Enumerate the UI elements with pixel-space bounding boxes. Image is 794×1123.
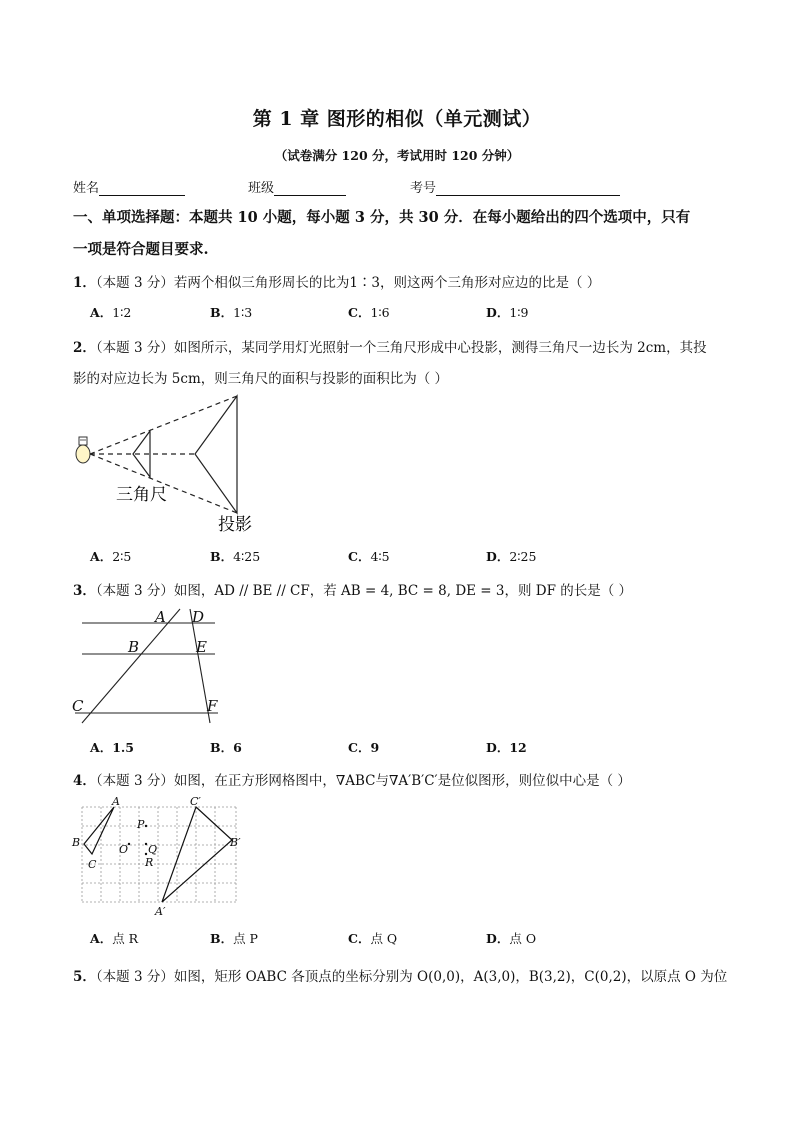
projection-label: 投影 [218,515,252,535]
name-label: 姓名 [73,181,100,196]
point-label: A′ [155,905,166,918]
option-b[interactable]: B．点 P [210,931,258,946]
question-text-line1: 如图所示，某同学用灯光照射一个三角尺形成中心投影，测得三角尺一边长为 2cm，其投 [173,340,707,356]
triangle-a1b1c1 [162,807,232,902]
question-text: 若两个相似三角形周长的比为1∶3，则这两个三角形对应边的比是（ ） [173,275,601,291]
option-a[interactable]: A．点 R [90,931,139,946]
question-number: 5 [73,969,83,985]
option-c[interactable]: C．4∶5 [348,549,390,564]
option-a[interactable]: A．1∶2 [90,305,132,320]
class-label: 班级 [248,181,275,196]
transversal-acb [82,609,180,723]
option-d[interactable]: D．2∶25 [486,549,537,564]
question-number: 2 [73,340,83,356]
option-a[interactable]: A．1.5 [90,740,134,755]
point-label: P [137,818,145,831]
question-4: 4．（本题 3 分）如图，在正方形网格图中，∇ABC与∇A′B′C′是位似图形，则位似中心是（ ） [73,773,631,789]
option-b[interactable]: B．1∶3 [210,305,253,320]
option-b[interactable]: B．4∶25 [210,549,261,564]
point-label: C [72,697,84,715]
grid-lines [82,807,236,902]
question-tag: （本题 3 分） [95,773,174,789]
point-label: A [112,795,120,808]
point-r-dot [145,853,147,855]
point-label: Q [148,843,158,856]
option-c[interactable]: C．1∶6 [348,305,390,320]
point-q-dot [145,843,147,845]
option-b[interactable]: B．6 [210,740,242,755]
option-d[interactable]: D．12 [486,740,527,755]
parallel-lines-figure [70,605,230,725]
option-a[interactable]: A．2∶5 [90,549,132,564]
point-label: R [145,856,154,869]
ruler-label: 三角尺 [116,485,167,505]
point-label: F [207,697,218,715]
light-bulb-icon [76,437,90,463]
question-number: 1 [73,275,83,291]
question-tag: （本题 3 分） [95,275,174,291]
name-field[interactable] [73,177,185,196]
question-number: 3 [73,583,83,599]
projection-shape [195,396,237,513]
id-blank[interactable] [436,182,620,196]
option-d[interactable]: D．1∶9 [486,305,529,320]
id-label: 考号 [410,181,437,196]
question-2-line2: 影的对应边长为 5cm，则三角尺的面积与投影的面积比为（ ） [73,371,449,387]
point-label: C [88,858,97,871]
point-label: C′ [190,795,201,808]
point-label: E [196,638,207,656]
question-5: 5．（本题 3 分）如图，矩形 OABC 各顶点的坐标分别为 O(0,0)，A(3,0)，B(3,2)，C(0,2)，以原点 O 为位 [73,969,728,985]
exam-subtitle: （试卷满分 120 分，考试用时 120 分钟） [274,148,520,163]
question-tag: （本题 3 分） [95,969,174,985]
name-blank[interactable] [99,182,185,196]
section-heading-line1: 一、单项选择题：本题共 10 小题，每小题 3 分，共 30 分．在每小题给出的四个选项中，只有 [73,209,691,226]
id-field[interactable] [410,177,620,196]
point-label: O [119,843,129,856]
class-blank[interactable] [274,182,346,196]
question-text: 如图，在正方形网格图中，∇ABC与∇A′B′C′是位似图形，则位似中心是（ ） [173,773,631,789]
point-label: A [155,608,166,626]
point-label: B′ [230,836,241,849]
question-1: 1．（本题 3 分）若两个相似三角形周长的比为1∶3，则这两个三角形对应边的比是（ ） [73,275,601,291]
point-label: D [192,608,205,626]
question-2: 2．（本题 3 分）如图所示，某同学用灯光照射一个三角尺形成中心投影，测得三角尺一边长为 2cm，其投 [73,340,707,356]
question-3: 3．（本题 3 分）如图，AD // BE // CF，若 AB = 4, BC = 8, DE = 3，则 DF 的长是（ ） [73,583,633,599]
point-o-dot [128,843,130,845]
point-p-dot [145,825,147,827]
question-number: 4 [73,773,83,789]
point-label: B [72,836,81,849]
projection-figure [70,390,260,540]
class-field[interactable] [248,177,346,196]
question-text: 如图，AD // BE // CF，若 AB = 4, BC = 8, DE = 3，则 DF 的长是（ ） [173,583,633,599]
triangle-abc [84,807,114,854]
point-label: B [128,638,140,656]
section-heading-line2: 一项是符合题目要求. [73,241,209,258]
option-c[interactable]: C．点 Q [348,931,398,946]
option-c[interactable]: C．9 [348,740,380,755]
grid-figure [70,795,255,920]
option-d[interactable]: D．点 O [486,931,537,946]
question-text: 如图，矩形 OABC 各顶点的坐标分别为 O(0,0)，A(3,0)，B(3,2)，C(0,2)，以原点 O 为位 [173,969,728,985]
question-tag: （本题 3 分） [95,340,174,356]
question-tag: （本题 3 分） [95,583,174,599]
page-title: 第 1 章 图形的相似（单元测试） [252,108,542,130]
